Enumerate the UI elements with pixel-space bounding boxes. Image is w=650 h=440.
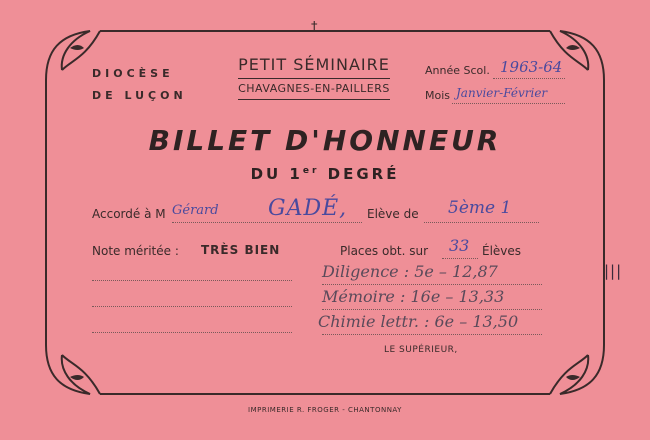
accorde-label: Accordé à M <box>92 207 166 221</box>
billet-subtitle: DU 1er DEGRÉ <box>250 165 400 183</box>
signature-label: LE SUPÉRIEUR, <box>384 345 458 355</box>
student-last-name: GADÉ, <box>268 196 348 221</box>
places-suffix: Élèves <box>482 244 522 258</box>
seminary-place: CHAVAGNES-EN-PAILLERS <box>238 82 390 95</box>
mois-value: Janvier-Février <box>456 86 548 100</box>
seminary-rule-bottom <box>238 99 390 100</box>
billet-title: BILLET D'HONNEUR <box>148 124 502 157</box>
mois-label: Mois <box>425 89 451 102</box>
result-dotline-2 <box>322 309 542 310</box>
annee-value: 1963-64 <box>500 58 563 76</box>
printer-footer: IMPRIMERIE R. FROGER - CHANTONNAY <box>248 406 402 414</box>
places-total: 33 <box>449 236 470 255</box>
result-line-3: Chimie lettr. : 6e – 13,50 <box>318 312 519 331</box>
note-value: TRÈS BIEN <box>201 243 281 257</box>
places-label: Places obt. sur <box>340 244 429 258</box>
result-line-2: Mémoire : 16e – 13,33 <box>322 287 505 306</box>
note-label: Note méritée : <box>92 244 179 258</box>
annee-label: Année Scol. <box>425 64 490 77</box>
result-dotline-3 <box>322 334 542 335</box>
result-line-1: Diligence : 5e – 12,87 <box>322 262 498 281</box>
annee-dotline <box>493 78 565 79</box>
eleve-dotline <box>424 222 539 223</box>
left-dotline-2 <box>92 306 292 307</box>
left-dotline-3 <box>92 332 292 333</box>
diocese-line-2: DE LUÇON <box>92 89 187 102</box>
cross-icon: † <box>311 20 318 35</box>
seminary-rule-top <box>238 78 390 79</box>
classe-value: 5ème 1 <box>448 198 512 218</box>
diocese-line-1: DIOCÈSE <box>92 67 174 80</box>
accorde-dotline <box>172 222 362 223</box>
margin-marks: ||| <box>604 262 623 280</box>
student-first-name: Gérard <box>172 203 219 218</box>
seminary-name: PETIT SÉMINAIRE <box>238 55 390 74</box>
mois-dotline <box>452 103 565 104</box>
eleve-label: Elève de <box>367 207 419 221</box>
result-dotline-1 <box>322 284 542 285</box>
places-dotline <box>442 258 478 259</box>
left-dotline-1 <box>92 280 292 281</box>
